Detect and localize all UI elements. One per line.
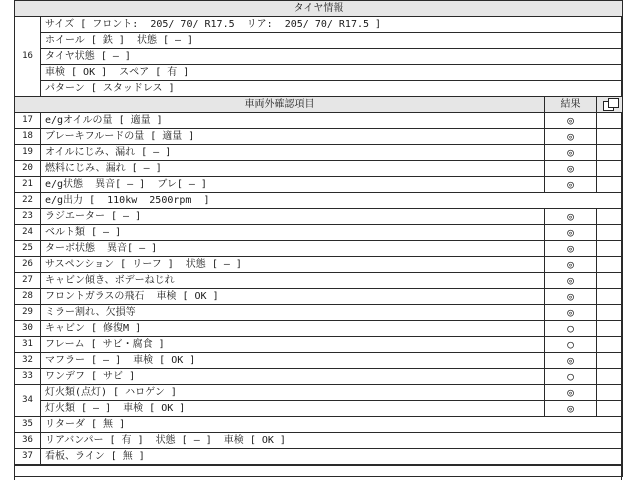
table-row (15, 225, 623, 241)
table-row (15, 337, 623, 353)
check-cell[interactable] (597, 321, 623, 337)
result-mark: ◎ (545, 177, 597, 193)
result-mark: ◎ (545, 289, 597, 305)
table-row (15, 321, 623, 337)
item-text: キャビン [ 修復M ] (41, 321, 545, 337)
check-cell[interactable] (597, 241, 623, 257)
tire-item-text: サイズ [ フロント: 205/ 70/ R17.5 リア: 205/ 70/ R17.5 ] (41, 17, 623, 33)
table-row (15, 161, 623, 177)
item-text: 看板、ライン [ 無 ] (41, 449, 623, 466)
table-row (15, 113, 623, 129)
result-mark: ◎ (545, 129, 597, 145)
item-text: リアバンパー [ 有 ] 状態 [ ― ] 車検 [ OK ] (41, 433, 623, 449)
item-number: 29 (15, 305, 41, 321)
item-text: 灯火類(点灯) [ ハロゲン ] (41, 385, 545, 401)
check-cell[interactable] (597, 401, 623, 417)
check-cell[interactable] (597, 353, 623, 369)
tire-item-text: タイヤ状態 [ ― ] (41, 49, 623, 65)
item-number: 16 (15, 17, 41, 97)
check-cell[interactable] (597, 289, 623, 305)
empty-cell (15, 465, 623, 477)
result-column-header: 結果 (545, 97, 597, 113)
tire-item-text: パターン [ スタッドレス ] (41, 81, 623, 97)
item-number: 34 (15, 385, 41, 417)
result-mark: ◎ (545, 161, 597, 177)
item-text: オイルにじみ、漏れ [ ― ] (41, 145, 545, 161)
table-row (15, 241, 623, 257)
table-row (15, 209, 623, 225)
result-mark: ◎ (545, 305, 597, 321)
item-number: 35 (15, 417, 41, 433)
result-mark: ◎ (545, 241, 597, 257)
table-row (15, 417, 623, 433)
check-cell[interactable] (597, 337, 623, 353)
result-mark: ○ (545, 369, 597, 385)
table-row (15, 193, 623, 209)
table-row (15, 401, 623, 417)
item-number: 20 (15, 161, 41, 177)
tire-row (15, 17, 623, 33)
item-number: 26 (15, 257, 41, 273)
result-mark: ◎ (545, 385, 597, 401)
item-number: 24 (15, 225, 41, 241)
item-text: マフラー [ ― ] 車検 [ OK ] (41, 353, 545, 369)
table-row (15, 433, 623, 449)
item-text: キャビン傾き、ボデーねじれ (41, 273, 545, 289)
item-text: e/gオイルの量 [ 適量 ] (41, 113, 545, 129)
table-bottom-gap (15, 465, 623, 477)
check-cell[interactable] (597, 385, 623, 401)
check-cell[interactable] (597, 129, 623, 145)
item-text: 燃料にじみ、漏れ [ ― ] (41, 161, 545, 177)
copy-icon[interactable] (597, 97, 623, 113)
item-text: e/g出力 [ 110kw 2500rpm ] (41, 193, 623, 209)
item-text: 灯火類 [ ― ] 車検 [ OK ] (41, 401, 545, 417)
table-row (15, 145, 623, 161)
table-row (15, 353, 623, 369)
item-number: 27 (15, 273, 41, 289)
table-row (15, 273, 623, 289)
check-cell[interactable] (597, 257, 623, 273)
item-text: フレーム [ サビ・腐食 ] (41, 337, 545, 353)
item-number: 28 (15, 289, 41, 305)
item-number: 17 (15, 113, 41, 129)
result-mark: ◎ (545, 401, 597, 417)
item-text: ラジエーター [ ― ] (41, 209, 545, 225)
table-row (15, 385, 623, 401)
inspection-table (14, 0, 623, 477)
table-row (15, 305, 623, 321)
table-row (15, 129, 623, 145)
check-cell[interactable] (597, 113, 623, 129)
item-number: 25 (15, 241, 41, 257)
table-row (15, 369, 623, 385)
result-mark: ◎ (545, 225, 597, 241)
item-number: 31 (15, 337, 41, 353)
tire-section-header-row (15, 1, 623, 17)
check-cell[interactable] (597, 161, 623, 177)
item-text: フロントガラスの飛石 車検 [ OK ] (41, 289, 545, 305)
check-cell[interactable] (597, 177, 623, 193)
tire-row (15, 81, 623, 97)
result-mark: ◎ (545, 257, 597, 273)
item-number: 23 (15, 209, 41, 225)
item-text: リターダ [ 無 ] (41, 417, 623, 433)
check-cell[interactable] (597, 305, 623, 321)
table-row (15, 449, 623, 466)
result-mark: ◎ (545, 145, 597, 161)
tire-item-text: ホイール [ 鉄 ] 状態 [ ― ] (41, 33, 623, 49)
check-cell[interactable] (597, 209, 623, 225)
item-text: サスペンション [ リーフ ] 状態 [ ― ] (41, 257, 545, 273)
result-mark: ◎ (545, 113, 597, 129)
item-text: ミラー割れ、欠損等 (41, 305, 545, 321)
item-text: ベルト類 [ ― ] (41, 225, 545, 241)
result-mark: ○ (545, 321, 597, 337)
item-number: 37 (15, 449, 41, 466)
inspection-sheet (14, 0, 622, 480)
result-mark: ○ (545, 337, 597, 353)
item-number: 32 (15, 353, 41, 369)
item-text: ターボ状態 異音[ ― ] (41, 241, 545, 257)
result-mark: ◎ (545, 353, 597, 369)
copy-icon[interactable] (602, 98, 618, 110)
item-text: ワンデフ [ サビ ] (41, 369, 545, 385)
item-number: 36 (15, 433, 41, 449)
check-cell[interactable] (597, 369, 623, 385)
tire-row (15, 49, 623, 65)
tire-row (15, 65, 623, 81)
item-text: e/g状態 異音[ ― ] ブレ[ ― ] (41, 177, 545, 193)
tire-row (15, 33, 623, 49)
exterior-section-header-row (15, 97, 623, 113)
tire-item-text: 車検 [ OK ] スペア [ 有 ] (41, 65, 623, 81)
item-number: 22 (15, 193, 41, 209)
item-number: 19 (15, 145, 41, 161)
result-mark: ◎ (545, 209, 597, 225)
item-number: 30 (15, 321, 41, 337)
check-cell[interactable] (597, 145, 623, 161)
table-row (15, 257, 623, 273)
result-mark: ◎ (545, 273, 597, 289)
tire-section-header: タイヤ情報 (15, 1, 623, 17)
item-text: ブレーキフルードの量 [ 適量 ] (41, 129, 545, 145)
item-number: 18 (15, 129, 41, 145)
table-row (15, 289, 623, 305)
check-cell[interactable] (597, 273, 623, 289)
item-number: 33 (15, 369, 41, 385)
table-row (15, 177, 623, 193)
exterior-section-header: 車両外確認項目 (15, 97, 545, 113)
item-number: 21 (15, 177, 41, 193)
check-cell[interactable] (597, 225, 623, 241)
